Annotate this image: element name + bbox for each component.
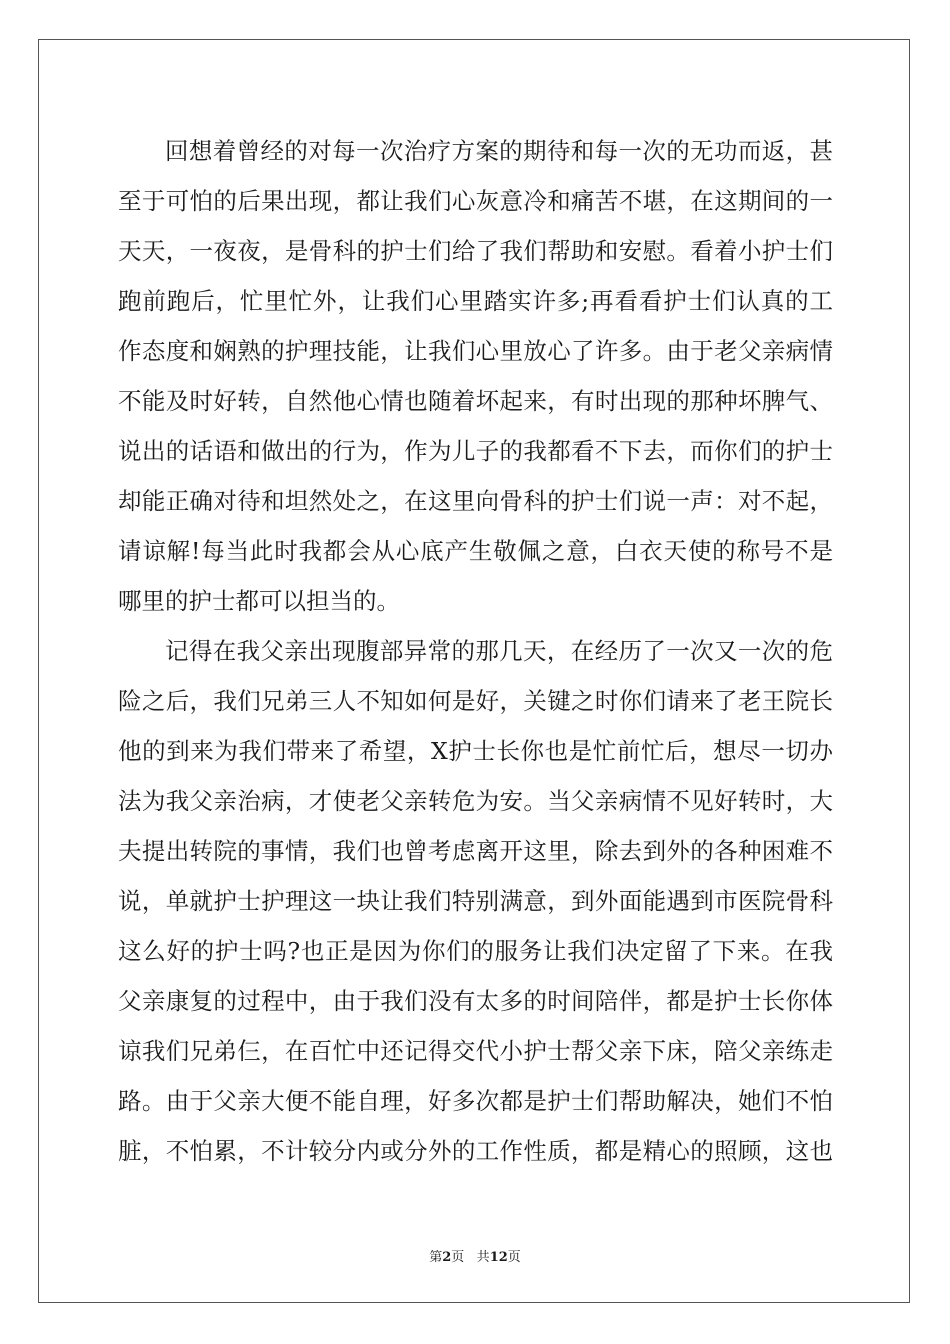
text-line: 夫提出转院的事情，我们也曾考虑离开这里，除去到外的各种困难不 [118, 837, 833, 865]
text-line: 这么好的护士吗?也正是因为你们的服务让我们决定留了下来。在我 [118, 937, 833, 965]
text-line: 不能及时好转，自然他心情也随着坏起来，有时出现的那种坏脾气、 [118, 387, 833, 415]
text-line: 法为我父亲治病，才使老父亲转危为安。当父亲病情不见好转时，大 [118, 787, 833, 815]
text-line: 请谅解!每当此时我都会从心底产生敬佩之意，白衣天使的称号不是 [118, 537, 833, 565]
text-line: 险之后，我们兄弟三人不知如何是好，关键之时你们请来了老王院长 [118, 687, 833, 715]
text-line: 记得在我父亲出现腹部异常的那几天，在经历了一次又一次的危 [165, 637, 833, 665]
text-line: 天天，一夜夜，是骨科的护士们给了我们帮助和安慰。看着小护士们 [118, 237, 833, 265]
text-line: 却能正确对待和坦然处之，在这里向骨科的护士们说一声：对不起， [118, 487, 833, 515]
footer-prefix: 第 [429, 1250, 443, 1265]
current-page-number: 2 [442, 1250, 452, 1265]
text-line: 他的到来为我们带来了希望，X护士长你也是忙前忙后，想尽一切办 [118, 737, 833, 765]
text-line: 至于可怕的后果出现，都让我们心灰意冷和痛苦不堪，在这期间的一 [118, 187, 833, 215]
footer-total-prefix: 共 [476, 1250, 490, 1265]
text-line: 回想着曾经的对每一次治疗方案的期待和每一次的无功而返，甚 [165, 137, 833, 165]
text-line: 路。由于父亲大便不能自理，好多次都是护士们帮助解决，她们不怕 [118, 1087, 833, 1115]
footer-total-suffix: 页 [507, 1250, 521, 1265]
text-line: 跑前跑后，忙里忙外，让我们心里踏实许多;再看看护士们认真的工 [118, 287, 833, 315]
text-line: 说出的话语和做出的行为，作为儿子的我都看不下去，而你们的护士 [118, 437, 833, 465]
text-line: 作态度和娴熟的护理技能，让我们心里放心了许多。由于老父亲病情 [118, 337, 833, 365]
footer-page-suffix: 页 [451, 1250, 465, 1265]
text-line: 说，单就护士护理这一块让我们特别满意，到外面能遇到市医院骨科 [118, 887, 833, 915]
text-line: 脏，不怕累，不计较分内或分外的工作性质，都是精心的照顾，这也 [118, 1137, 833, 1165]
text-line: 谅我们兄弟仨，在百忙中还记得交代小护士帮父亲下床，陪父亲练走 [118, 1037, 833, 1065]
text-line: 父亲康复的过程中，由于我们没有太多的时间陪伴，都是护士长你体 [118, 987, 833, 1015]
text-line: 哪里的护士都可以担当的。 [118, 587, 400, 615]
total-pages-number: 12 [489, 1250, 508, 1265]
page-footer [0, 1246, 950, 1265]
